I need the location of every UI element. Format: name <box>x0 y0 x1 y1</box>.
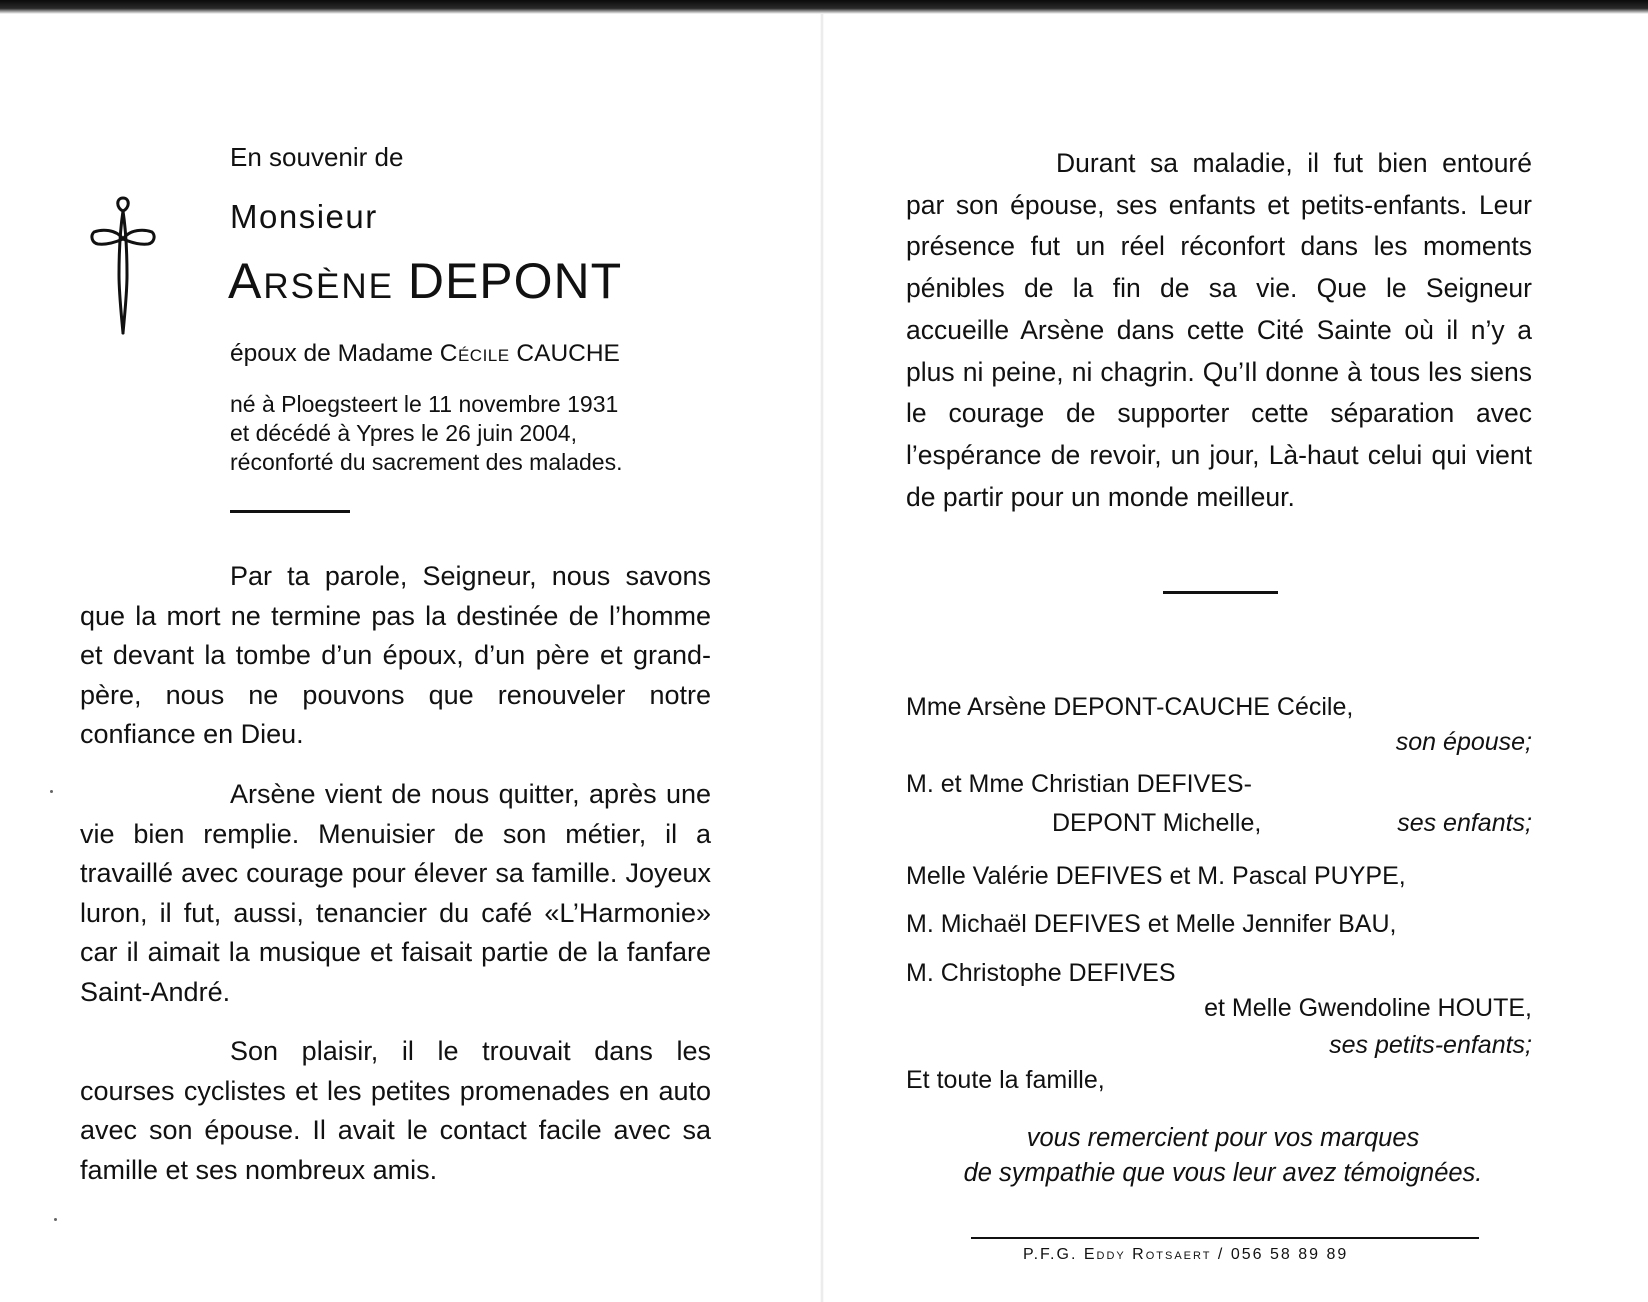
family-grandchild: Melle Valérie DEFIVES et M. Pascal PUYPE, <box>906 862 1406 890</box>
deceased-name <box>228 253 623 309</box>
bio-line: et décédé à Ypres le 26 juin 2004, <box>230 420 577 446</box>
paragraph-text: Par ta parole, Seigneur, nous savons que la mort ne termine pas la destinée de l’homme et devant la tombe d’un époux, d’un père et grand-père, nous ne pouvons que renouveler notre confiance en Dieu. <box>80 561 711 749</box>
heading-in-memory: En souvenir de <box>230 142 404 172</box>
role-spouse: son épouse; <box>1395 728 1532 756</box>
deceased-first-name: Arsène <box>228 253 394 309</box>
bio-line: né à Ploegsteert le 11 novembre 1931 <box>230 391 619 417</box>
thanks-message <box>860 1121 1586 1191</box>
funeral-home-footer: P.F.G. Eddy Rotsaert / 056 58 89 89 <box>1023 1246 1349 1263</box>
scan-top-edge <box>0 0 1648 14</box>
life-paragraph <box>80 775 711 1012</box>
deceased-last-name: DEPONT <box>407 253 623 309</box>
spouse-first-name: Cécile <box>439 340 510 367</box>
paragraph-text: Durant sa maladie, il fut bien entouré par son épouse, ses enfants et petits-enfants. Leur présence fut un réel réconfort dans les moments pénibles de la fin de sa vie. Que le Seigneur accueille Arsène dans cette Cité Sainte où il n’y a plus ni peine, ni chagrin. Qu’Il donne à tous les siens le courage de supporter cette séparation avec l’espérance de revoir, un jour, Là-haut celui qui vient de partir pour un monde meilleur. <box>906 148 1532 512</box>
honorific: Monsieur <box>230 198 378 235</box>
card-fold <box>820 14 824 1302</box>
divider <box>1163 591 1278 594</box>
role-grandchildren: ses petits-enfants; <box>1329 1031 1532 1059</box>
family-children-line1: M. et Mme Christian DEFIVES- <box>906 770 1252 798</box>
role-children: ses enfants; <box>1397 809 1532 837</box>
bio-line: réconforté du sacrement des malades. <box>230 449 623 475</box>
family-grandchild-partner: et Melle Gwendoline HOUTE, <box>1204 994 1532 1022</box>
faith-paragraph <box>80 557 711 755</box>
family-spouse: Mme Arsène DEPONT-CAUCHE Cécile, <box>906 693 1354 721</box>
spouse-prefix: époux de Madame <box>230 340 433 367</box>
thanks-line: de sympathie que vous leur avez témoignées. <box>963 1159 1483 1187</box>
spouse-last-name: CAUCHE <box>516 340 620 367</box>
hobbies-paragraph <box>80 1032 711 1190</box>
divider <box>230 510 350 513</box>
ornamental-cross-icon <box>86 195 161 335</box>
family-children-line2: DEPONT Michelle, <box>1052 809 1262 837</box>
scan-speck <box>54 1218 57 1221</box>
paragraph-text: Arsène vient de nous quitter, après une vie bien remplie. Menuisier de son métier, il a travaillé avec courage pour élever sa famille. Joyeux luron, il fut, aussi, tenancier du café «L’Harmonie» car il aimait la musique et faisait partie de la fanfare Saint-André. <box>80 779 711 1007</box>
illness-paragraph <box>906 143 1532 518</box>
scan-speck <box>50 790 53 793</box>
spouse-line <box>230 340 620 368</box>
footer-rule <box>971 1237 1479 1239</box>
paragraph-text: Son plaisir, il le trouvait dans les courses cyclistes et les petites promenades en auto avec son épouse. Il avait le contact facile avec sa famille et ses nombreux amis. <box>80 1036 711 1185</box>
thanks-line: vous remercient pour vos marques <box>1026 1124 1420 1152</box>
family-grandchild: M. Michaël DEFIVES et Melle Jennifer BAU, <box>906 910 1397 938</box>
family-all: Et toute la famille, <box>906 1066 1105 1094</box>
family-grandchild: M. Christophe DEFIVES <box>906 959 1176 987</box>
birth-death-info <box>230 390 622 477</box>
